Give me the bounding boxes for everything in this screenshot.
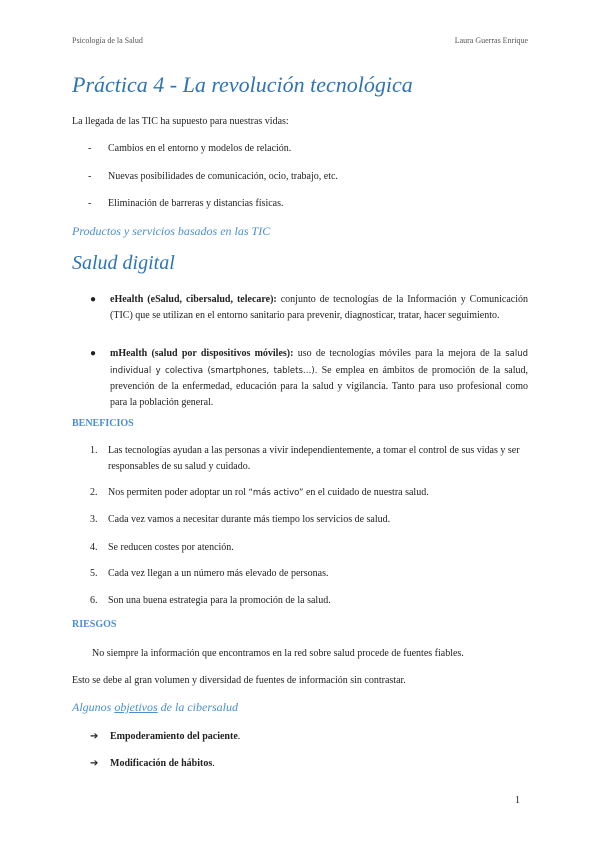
dash-marker: - — [88, 198, 92, 209]
beneficio-number: 1. — [90, 445, 98, 456]
beneficio-item — [90, 593, 530, 609]
beneficio-text: Son una buena estrategia para la promoción de la salud. — [108, 595, 331, 606]
beneficio-text-post: en el cuidado de nuestra salud. — [303, 487, 429, 498]
beneficio-number: 3. — [90, 514, 98, 525]
dash-marker: - — [88, 143, 92, 154]
beneficio-text: Las tecnologías ayudan a las personas a vivir independientemente, a tomar el control de sus vidas y ser responsables de su salud y cuidado. — [108, 445, 520, 472]
products-heading: Productos y servicios basados en las TIC — [72, 224, 271, 238]
salud-digital-heading: Salud digital — [72, 252, 175, 274]
dash-marker: - — [88, 171, 92, 182]
beneficio-number: 4. — [90, 542, 98, 553]
objetivos-heading-underlined: objetivos — [114, 700, 158, 714]
beneficio-item — [90, 566, 530, 582]
beneficio-text: Se reducen costes por atención. — [108, 542, 234, 553]
objetivo-item — [90, 731, 240, 742]
objetivo-bold: Empoderamiento del paciente — [110, 731, 238, 742]
beneficio-number: 5. — [90, 568, 98, 579]
objetivos-heading-post: de la cibersalud — [157, 700, 238, 714]
beneficio-item — [90, 540, 530, 556]
mhealth-text-2: Se emplea en ámbitos de promoción de la salud, prevención de la enfermedad, educación para la salud y vigilancia. Tanto para uso profesional como para la población general. — [110, 364, 528, 408]
page-number: 1 — [515, 795, 520, 806]
beneficio-item — [90, 485, 530, 502]
bullet-marker: ● — [90, 348, 97, 359]
intro-list-item — [88, 143, 291, 154]
mhealth-bullet — [92, 346, 528, 410]
page-title: Práctica 4 - La revolución tecnológica — [72, 72, 413, 97]
riesgos-paragraph-1: No siempre la información que encontramos en la red sobre salud procede de fuentes fiables. — [92, 648, 464, 659]
intro-list-item — [88, 198, 284, 209]
objetivo-rest: . — [237, 731, 241, 742]
ehealth-text: conjunto de tecnologías de la Información y Comunicación (TIC) que se utilizan en el entorno sanitario para prevenir, diagnosticar, tratar, hacer seguimiento. — [110, 294, 528, 321]
objetivos-heading-pre: Algunos — [72, 700, 115, 714]
beneficios-heading: BENEFICIOS — [72, 418, 134, 429]
objetivo-rest: . — [212, 758, 215, 769]
mhealth-text-1: uso de tecnologías móviles para la mejora de la — [293, 348, 506, 359]
beneficio-text-pre: Nos permiten poder adoptar un rol — [108, 487, 249, 498]
beneficio-item — [90, 443, 530, 474]
objetivos-heading — [72, 700, 238, 715]
beneficio-number: 2. — [90, 487, 98, 498]
header-left: Psicología de la Salud — [72, 36, 143, 45]
beneficio-text: Cada vez vamos a necesitar durante más tiempo los servicios de salud. — [108, 514, 391, 525]
arrow-icon: ➔ — [90, 758, 99, 769]
ehealth-lead: eHealth (eSalud, cibersalud, telecare): — [110, 294, 277, 305]
intro-text: La llegada de las TIC ha supuesto para nuestras vidas: — [72, 116, 289, 127]
mhealth-hand-text: salud individual y colectiva (smartphones, tablets…). — [110, 349, 528, 376]
intro-item-text: Nuevas posibilidades de comunicación, ocio, trabajo, etc. — [108, 171, 338, 182]
header-right: Laura Guerras Enrique — [454, 36, 528, 45]
beneficio-item — [90, 512, 530, 528]
beneficio-hand-text: “más activo” — [248, 488, 304, 498]
riesgos-paragraph-2: Esto se debe al gran volumen y diversidad de fuentes de información sin contrastar. — [72, 675, 406, 686]
beneficio-text: Cada vez llegan a un número más elevado de personas. — [108, 568, 329, 579]
intro-list-item — [88, 171, 338, 182]
arrow-icon: ➔ — [90, 731, 99, 742]
objetivo-bold: Modificación de hábitos — [110, 758, 213, 769]
intro-item-text: Cambios en el entorno y modelos de relación. — [108, 143, 292, 154]
bullet-marker: ● — [90, 294, 97, 305]
intro-item-text: Eliminación de barreras y distancias físicas. — [108, 198, 284, 209]
objetivo-item — [90, 758, 215, 769]
riesgos-heading: RIESGOS — [72, 619, 117, 630]
mhealth-lead: mHealth (salud por dispositivos móviles): — [110, 348, 294, 359]
beneficio-number: 6. — [90, 595, 98, 606]
ehealth-bullet — [92, 292, 528, 323]
